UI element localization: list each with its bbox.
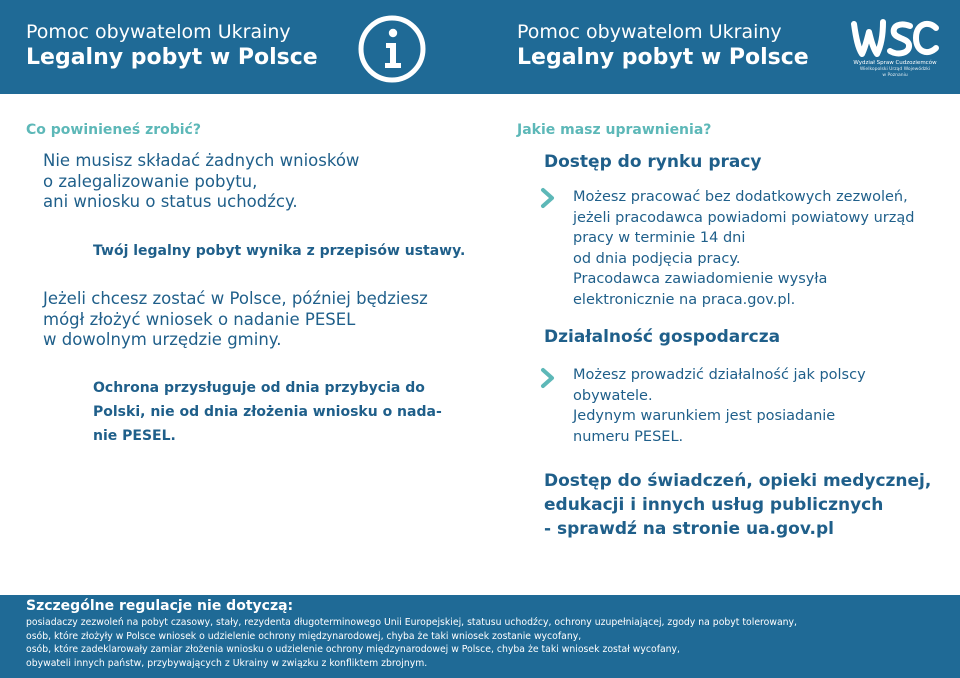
section-labor-market-line: pracy w terminie 14 dni xyxy=(573,230,746,246)
services-callout-line: - sprawdź na stronie ua.gov.pl xyxy=(544,519,835,539)
logo-caption-line3: w Poznaniu xyxy=(882,73,908,78)
services-callout-line: edukacji i innych usług publicznych xyxy=(544,495,884,515)
left-note-2-line: Ochrona przysługuje od dnia przybycia do xyxy=(93,380,425,396)
footer-exclusion-line: osób, które zadeklarowały zamiar złożenia wniosku o udzielenie ochrony międzynarodowej w Polsce, chyba że taki wniosek został wycofany, xyxy=(26,644,681,655)
section-labor-market-text xyxy=(573,187,914,310)
info-icon xyxy=(356,13,428,85)
logo-caption-line2: Wielkopolski Urząd Wojewódzki xyxy=(859,67,931,72)
left-note-2 xyxy=(93,376,442,448)
footer-exclusion-line: osób, które złożyły w Polsce wniosek o udzielenie ochrony międzynarodowej, chyba że taki wniosek zostanie wycofany, xyxy=(26,630,582,642)
section-labor-market-line: Pracodawca zawiadomienie wysyła xyxy=(573,271,828,287)
header-left-subtitle: Pomoc obywatelom Ukrainy xyxy=(26,21,291,43)
chevron-right-icon xyxy=(540,367,556,389)
left-paragraph-1-line: Nie musisz składać żadnych wniosków xyxy=(43,151,360,170)
header-left xyxy=(26,20,318,72)
services-callout-line: Dostęp do świadczeń, opieki medycznej, xyxy=(544,471,932,491)
section-business-text xyxy=(573,365,866,447)
section-labor-market-line: jeżeli pracodawca powiadomi powiatowy urząd xyxy=(573,209,915,226)
header-banner xyxy=(0,0,960,94)
footer-banner xyxy=(0,595,960,678)
left-note-2-line: Polski, nie od dnia złożenia wniosku o nada- xyxy=(93,404,442,420)
section-business-line: numeru PESEL. xyxy=(573,428,684,445)
header-right-title: Legalny pobyt w Polsce xyxy=(517,45,809,70)
footer-title: Szczególne regulacje nie dotyczą: xyxy=(26,598,294,614)
left-paragraph-2-line: w dowolnym urzędzie gminy. xyxy=(43,330,282,349)
section-business-line: Możesz prowadzić działalność jak polscy xyxy=(573,367,866,383)
section-business-line: Jedynym warunkiem jest posiadanie xyxy=(573,408,836,424)
left-paragraph-2-line: Jeżeli chcesz zostać w Polsce, później będziesz xyxy=(43,289,428,308)
left-paragraph-1-line: ani wniosku o status uchodźcy. xyxy=(43,192,298,211)
left-paragraph-1 xyxy=(43,151,359,213)
section-labor-market-line: Możesz pracować bez dodatkowych zezwoleń, xyxy=(573,189,908,205)
footer-exclusion-line: obywateli innych państw, przybywających z Ukrainy w związku z konfliktem zbrojnym. xyxy=(26,657,428,669)
right-heading: Jakie masz uprawnienia? xyxy=(517,122,712,138)
footer-exclusions xyxy=(26,616,797,670)
section-business-title: Działalność gospodarcza xyxy=(544,327,781,347)
left-note-1: Twój legalny pobyt wynika z przepisów ustawy. xyxy=(93,243,466,259)
left-note-2-line: nie PESEL. xyxy=(93,428,176,444)
section-labor-market-line: od dnia podjęcia pracy. xyxy=(573,250,741,267)
logo-caption-line1: Wydział Spraw Cudzoziemców xyxy=(853,60,937,66)
logo-caption xyxy=(848,60,942,79)
section-business-line: obywatele. xyxy=(573,387,653,404)
services-callout xyxy=(544,469,931,541)
left-paragraph-2-line: mógł złożyć wniosek o nadanie PESEL xyxy=(43,309,356,329)
section-labor-market-line: elektronicznie na praca.gov.pl. xyxy=(573,291,796,308)
header-right-subtitle: Pomoc obywatelom Ukrainy xyxy=(517,21,782,43)
header-left-title: Legalny pobyt w Polsce xyxy=(26,45,318,70)
chevron-right-icon xyxy=(540,187,556,209)
left-heading: Co powinieneś zrobić? xyxy=(26,122,201,138)
left-paragraph-1-line: o zalegalizowanie pobytu, xyxy=(43,171,258,191)
left-paragraph-2 xyxy=(43,289,428,351)
footer-exclusion-line: posiadaczy zezwoleń na pobyt czasowy, stały, rezydenta długoterminowego Unii Europejskiej, statusu uchodźcy, ochrony uzupełniającej, zgody na pobyt tolerowany, xyxy=(26,617,797,628)
header-right xyxy=(517,20,809,72)
section-labor-market-title: Dostęp do rynku pracy xyxy=(544,152,762,172)
